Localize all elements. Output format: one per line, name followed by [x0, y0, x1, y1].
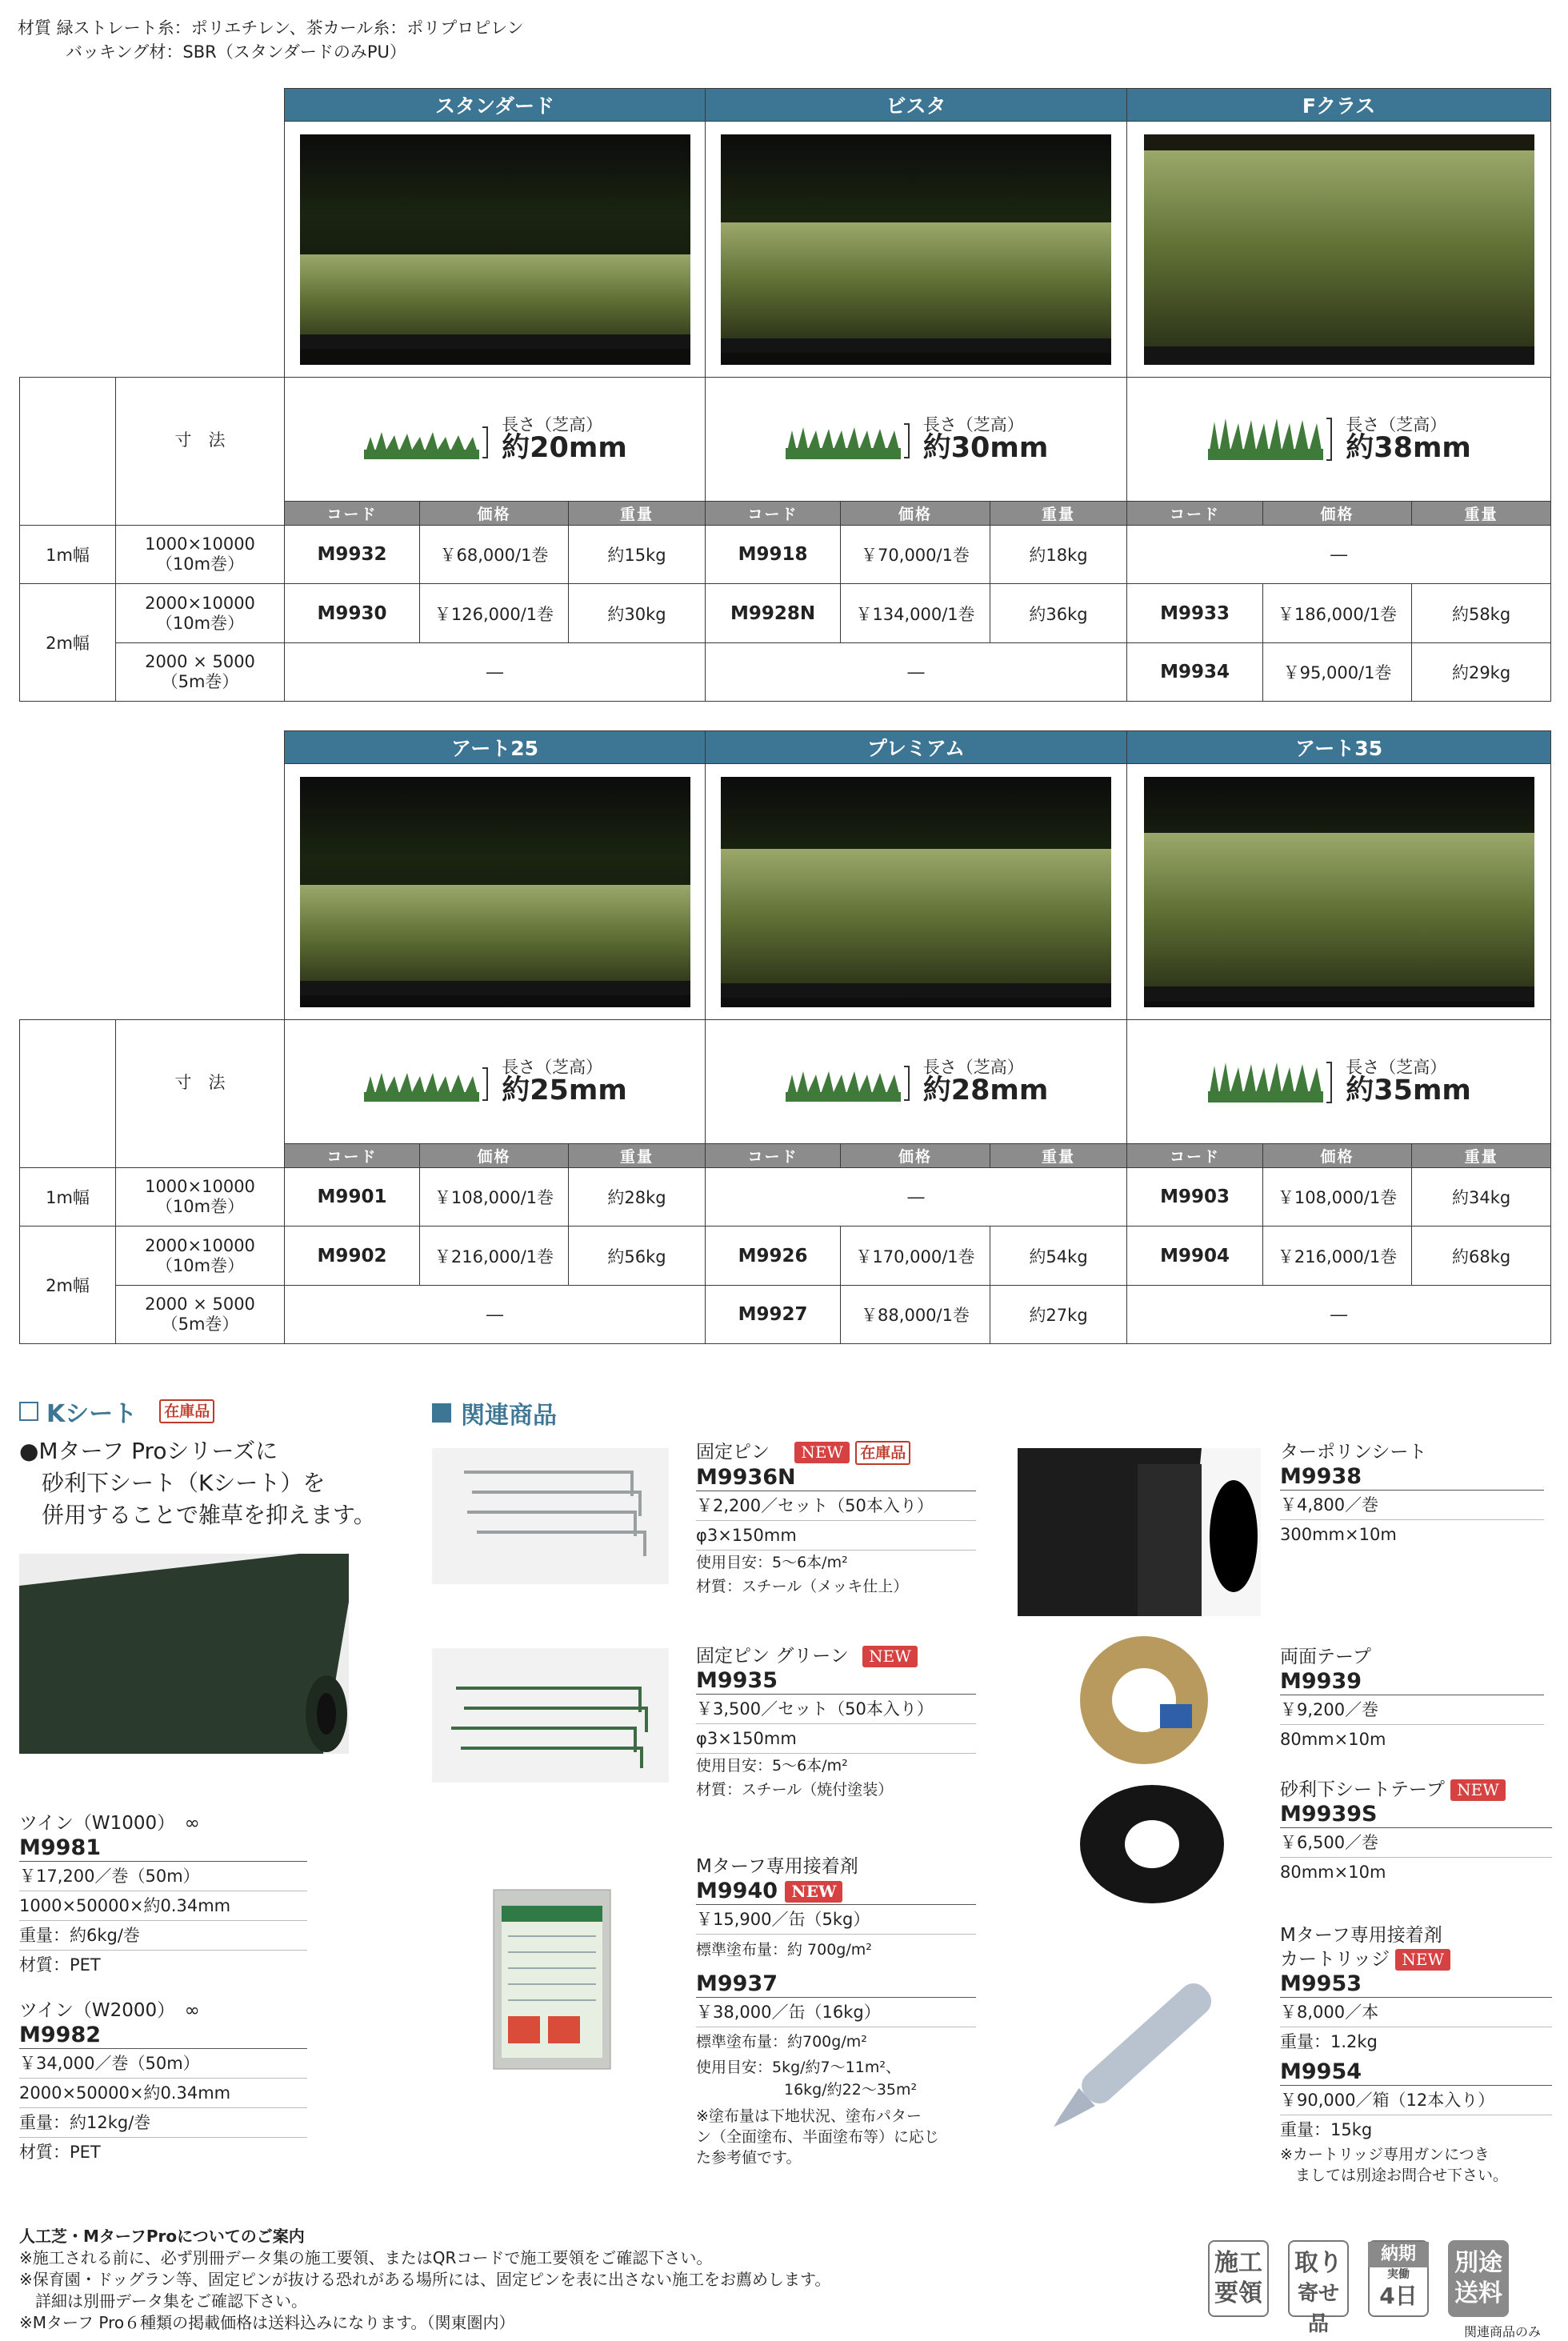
gravel-tape-image [1072, 1780, 1232, 1908]
item-name: ターポリンシート [1280, 1442, 1427, 1463]
pin1-item [696, 1440, 976, 1599]
construction-guide-icon [1208, 2240, 1269, 2317]
col-code: コード [706, 1144, 841, 1168]
weight-cell: 約34kg [1412, 1168, 1551, 1227]
size-cell [116, 584, 285, 643]
code-cell: M9930 [285, 584, 420, 643]
grass-height: 約28mm [922, 1074, 1049, 1106]
item-weight: 重量：約6kg/巻 [19, 1921, 307, 1951]
size-cell [116, 643, 285, 702]
unavailable-cell: ― [706, 1168, 1127, 1227]
square-filled-icon [432, 1403, 451, 1423]
col-price: 価格 [841, 502, 990, 526]
dimension-label: 寸 法 [116, 378, 285, 502]
grass-height: 約20mm [502, 431, 627, 464]
item-price: ￥17,200／巻（50m） [19, 1862, 307, 1891]
ksheet-roll-image [19, 1554, 349, 1754]
price-cell: ￥126,000/1巻 [420, 584, 569, 643]
cartridge-note: ましては別途お問合せ下さい。 [1280, 2167, 1509, 2184]
tarp-item [1280, 1440, 1544, 1549]
dimension-cell [706, 1020, 1127, 1144]
square-outline-icon [19, 1402, 38, 1421]
ksheet-item-1 [19, 1811, 307, 1979]
size-sub: （10m巻） [155, 554, 245, 574]
item-price: ￥90,000／箱（12本入り） [1280, 2086, 1552, 2115]
weight-cell: 約58kg [1412, 584, 1551, 643]
size-main: 2000×10000 [145, 1235, 255, 1255]
dimension-cell [1127, 1020, 1551, 1144]
note: ※施工される前に、必ず別冊データ集の施工要領、またはQRコードで施工要領をご確認下さい。 [19, 2248, 713, 2267]
table-row [20, 584, 1551, 643]
code-cell: M9932 [285, 526, 420, 584]
price-cell: ￥216,000/1巻 [1263, 1227, 1412, 1286]
product-photo [1127, 764, 1551, 1020]
grass-height: 約35mm [1346, 1074, 1471, 1106]
unavailable-cell: ― [706, 643, 1127, 702]
width-label: 2m幅 [20, 584, 116, 702]
grass-height-icon [1206, 1059, 1334, 1104]
glue-note: た参考値です。 [696, 2149, 802, 2167]
length-label: 長さ（芝高） [1346, 414, 1447, 434]
size-main: 1000×10000 [145, 1177, 255, 1196]
icon-text: 納期 [1368, 2242, 1429, 2267]
item-size: 300mm×10m [1280, 1525, 1397, 1544]
item-price: ￥34,000／巻（50m） [19, 2049, 307, 2079]
item-code: M9981 [19, 1835, 307, 1862]
turf-image [721, 134, 1111, 365]
spec-table-2 [19, 730, 1551, 1344]
spec-table-1 [19, 88, 1551, 702]
ksheet-title: Kシート [46, 1400, 138, 1428]
grass-height: 約25mm [502, 1074, 627, 1106]
order-item-icon [1288, 2240, 1349, 2336]
code-cell: M9904 [1127, 1227, 1263, 1286]
col-price: 価格 [420, 502, 569, 526]
item-code: M9937 [696, 1971, 976, 1998]
icon-text: 送料 [1454, 2279, 1502, 2307]
item-price: ￥6,500／巻 [1280, 1828, 1552, 1858]
turf-image [300, 134, 690, 365]
material-line-1: 材質 緑ストレート糸：ポリエチレン、茶カール糸：ポリプロピレン [18, 18, 524, 38]
weight-cell: 約56kg [569, 1227, 706, 1286]
note: ※保育園・ドッグラン等、固定ピンが抜ける恐れがある場所には、固定ピンを表に出さない施工をお薦めします。 [19, 2270, 831, 2289]
size-main: 2000 × 5000 [145, 1295, 255, 1314]
grass-height: 約30mm [922, 431, 1049, 464]
item-price: ￥2,200／セット（50本入り） [696, 1491, 976, 1521]
infinity-icon: ∞ [184, 2000, 200, 2021]
item-size: φ3×150mm [696, 1521, 976, 1551]
item-material: 材質：PET [19, 2143, 101, 2162]
price-cell: ￥186,000/1巻 [1263, 584, 1412, 643]
unavailable-cell: ― [285, 1286, 706, 1344]
code-cell: M9918 [706, 526, 841, 584]
icon-text: 施工 [1214, 2249, 1262, 2277]
price-cell: ￥95,000/1巻 [1263, 643, 1412, 702]
item-price: ￥4,800／巻 [1280, 1491, 1544, 1520]
icon-text: 実働 [1387, 2268, 1410, 2281]
pin2-item [696, 1644, 976, 1802]
weight-cell: 約18kg [990, 526, 1127, 584]
icons-caption: 関連商品のみ [1464, 2324, 1542, 2339]
item-price: ￥9,200／巻 [1280, 1695, 1544, 1725]
notes [19, 2226, 830, 2334]
price-cell: ￥170,000/1巻 [841, 1227, 990, 1286]
item-code: M9940 [696, 1879, 778, 1903]
price-cell: ￥134,000/1巻 [841, 584, 990, 643]
new-badge: NEW [862, 1646, 918, 1667]
weight-cell: 約27kg [990, 1286, 1127, 1344]
table-row [20, 1168, 1551, 1227]
stock-badge: 在庫品 [855, 1441, 910, 1465]
grass-height-icon [784, 419, 912, 459]
col-weight: 重量 [990, 502, 1127, 526]
item-weight: 重量：1.2kg [1280, 2032, 1378, 2051]
item-size: 80mm×10m [1280, 1863, 1386, 1882]
dimension-cell [706, 378, 1127, 502]
material-line-2: バッキング材：SBR（スタンダードのみPU） [66, 42, 406, 62]
product-photo [285, 122, 706, 378]
item-name: 固定ピン グリーン [696, 1646, 849, 1667]
material-info [18, 16, 524, 64]
code-cell: M9901 [285, 1168, 420, 1227]
item-price: ￥8,000／本 [1280, 1998, 1552, 2027]
weight-cell: 約36kg [990, 584, 1127, 643]
icon-text: 取り [1294, 2249, 1342, 2277]
tape-item [1280, 1645, 1544, 1754]
double-tape-image [1072, 1632, 1216, 1768]
col-code: コード [1127, 1144, 1263, 1168]
size-cell [116, 1168, 285, 1227]
table-row [20, 1227, 1551, 1286]
price-cell: ￥108,000/1巻 [1263, 1168, 1412, 1227]
col-price: 価格 [1263, 502, 1412, 526]
item-size: 80mm×10m [1280, 1730, 1386, 1749]
icon-text: 要領 [1214, 2279, 1262, 2307]
weight-cell: 約54kg [990, 1227, 1127, 1286]
product-photo [285, 764, 706, 1020]
size-cell [116, 526, 285, 584]
ksheet-desc-3: 併用することで雑草を抑えます。 [42, 1502, 376, 1528]
item-size: 2000×50000×約0.34mm [19, 2079, 307, 2108]
turf-image [300, 777, 690, 1007]
green-pin-image [432, 1648, 669, 1783]
ksheet-desc-1: ●Mターフ Proシリーズに [19, 1438, 278, 1464]
item-code: M9982 [19, 2023, 307, 2049]
dimension-label: 寸 法 [116, 1020, 285, 1144]
col-code: コード [285, 1144, 420, 1168]
product-photo [706, 122, 1127, 378]
grass-height-icon [1206, 417, 1334, 462]
price-cell: ￥216,000/1巻 [420, 1227, 569, 1286]
weight-cell: 約29kg [1412, 643, 1551, 702]
item-weight: 重量：約12kg/巻 [19, 2108, 307, 2138]
product-photo [706, 764, 1127, 1020]
item-code: M9939S [1280, 1802, 1552, 1828]
table-row [20, 526, 1551, 584]
infinity-icon: ∞ [184, 1813, 200, 1834]
glue-note: ※塗布量は下地状況、塗布パター [696, 2107, 922, 2125]
item-usage: 16kg/約22～35m² [784, 2081, 918, 2099]
dimension-cell [285, 1020, 706, 1144]
related-title-text: 関連商品 [461, 1402, 557, 1430]
turf-image [1144, 134, 1534, 365]
item-name: Mターフ専用接着剤 [1280, 1925, 1442, 1946]
length-label: 長さ（芝高） [502, 414, 603, 434]
product-name: ビスタ [706, 89, 1127, 122]
price-cell: ￥70,000/1巻 [841, 526, 990, 584]
delivery-days-icon [1368, 2240, 1429, 2317]
col-code: コード [1127, 502, 1263, 526]
weight-cell: 約30kg [569, 584, 706, 643]
size-sub: （10m巻） [155, 1197, 245, 1216]
new-badge: NEW [1395, 1949, 1450, 1971]
width-label: 2m幅 [20, 1227, 116, 1344]
item-code: M9935 [696, 1668, 976, 1695]
product-name: Fクラス [1127, 89, 1551, 122]
item-name: ツイン（W1000） [19, 1813, 166, 1834]
item-usage: 使用目安：5～6本/m² [696, 1757, 848, 1775]
product-photo [1127, 122, 1551, 378]
turf-image [1144, 777, 1534, 1007]
item-weight: 重量：15kg [1280, 2120, 1373, 2139]
col-weight: 重量 [990, 1144, 1127, 1168]
col-weight: 重量 [1412, 502, 1551, 526]
item-price: ￥38,000／缶（16kg） [696, 1998, 976, 2027]
code-cell: M9928N [706, 584, 841, 643]
item-name: 砂利下シートテープ [1280, 1779, 1445, 1800]
weight-cell: 約68kg [1412, 1227, 1551, 1286]
col-weight: 重量 [569, 1144, 706, 1168]
notes-heading: 人工芝・MターフProについてのご案内 [19, 2227, 305, 2246]
length-label: 長さ（芝高） [502, 1057, 603, 1077]
table-row [20, 643, 1551, 702]
grass-height: 約38mm [1346, 431, 1471, 464]
new-badge: NEW [785, 1881, 842, 1903]
item-name: 固定ピン [696, 1442, 770, 1463]
tarpaulin-image [1018, 1448, 1261, 1616]
col-weight: 重量 [569, 502, 706, 526]
shipping-fee-icon [1448, 2240, 1509, 2317]
turf-image [721, 777, 1111, 1007]
product-name: プレミアム [706, 731, 1127, 764]
code-cell: M9926 [706, 1227, 841, 1286]
item-code: M9939 [1280, 1669, 1544, 1695]
ksheet-item-2 [19, 1999, 307, 2167]
size-main: 2000×10000 [145, 593, 255, 613]
code-cell: M9902 [285, 1227, 420, 1286]
code-cell: M9903 [1127, 1168, 1263, 1227]
adhesive-can-image [484, 1880, 620, 2072]
unavailable-cell: ― [1127, 1286, 1551, 1344]
col-weight: 重量 [1412, 1144, 1551, 1168]
length-label: 長さ（芝高） [922, 414, 1024, 434]
size-sub: （10m巻） [155, 613, 245, 633]
item-name: Mターフ専用接着剤 [696, 1856, 858, 1877]
weight-cell: 約28kg [569, 1168, 706, 1227]
gravel-tape-item [1280, 1778, 1552, 1887]
item-code: M9953 [1280, 1971, 1552, 1998]
pin-image [432, 1448, 669, 1584]
icon-text: 4日 [1379, 2283, 1418, 2309]
col-code: コード [285, 502, 420, 526]
new-badge: NEW [794, 1442, 850, 1463]
item-size: 1000×50000×約0.34mm [19, 1891, 307, 1921]
table-row [20, 1286, 1551, 1344]
item-material: 材質：スチール（焼付塗装） [696, 1781, 894, 1799]
item-amount: 標準塗布量：約 700g/m² [696, 1941, 872, 1959]
item-material: 材質：スチール（メッキ仕上） [696, 1577, 909, 1595]
width-label: 1m幅 [20, 526, 116, 584]
new-badge: NEW [1450, 1779, 1506, 1801]
length-label: 長さ（芝高） [1346, 1057, 1447, 1077]
icon-text: 別途 [1454, 2249, 1502, 2277]
ksheet-desc-2: 砂利下シート（Kシート）を [42, 1470, 326, 1496]
price-cell: ￥88,000/1巻 [841, 1286, 990, 1344]
item-name: ツイン（W2000） [19, 2000, 166, 2021]
ksheet-section [19, 1394, 411, 1754]
code-cell: M9927 [706, 1286, 841, 1344]
item-name: 両面テープ [1280, 1647, 1371, 1667]
col-price: 価格 [841, 1144, 990, 1168]
cartridge-image [1020, 1968, 1260, 2128]
code-cell: M9933 [1127, 584, 1263, 643]
stock-badge: 在庫品 [159, 1399, 214, 1423]
note: ※Mターフ Pro６種類の掲載価格は送料込みになります。（関東圏内） [19, 2313, 515, 2332]
item-code: M9938 [1280, 1464, 1544, 1491]
length-label: 長さ（芝高） [922, 1057, 1024, 1077]
item-usage: 使用目安：5～6本/m² [696, 1553, 848, 1571]
size-cell [116, 1227, 285, 1286]
dimension-cell [1127, 378, 1551, 502]
item-size: φ3×150mm [696, 1724, 976, 1754]
grass-height-icon [362, 1062, 490, 1102]
item-name: カートリッジ [1280, 1949, 1390, 1970]
size-main: 1000×10000 [145, 534, 255, 554]
size-sub: （5m巻） [161, 672, 239, 691]
product-name: アート25 [285, 731, 706, 764]
glue-note: ン（全面塗布、半面塗布等）に応じ [696, 2128, 940, 2146]
code-cell: M9934 [1127, 643, 1263, 702]
col-price: 価格 [1263, 1144, 1412, 1168]
note: 詳細は別冊データ集をご確認下さい。 [19, 2291, 307, 2311]
size-cell [116, 1286, 285, 1344]
grass-height-icon [784, 1062, 912, 1102]
item-material: 材質：PET [19, 1955, 101, 1975]
item-price: ￥3,500／セット（50本入り） [696, 1695, 976, 1724]
col-price: 価格 [420, 1144, 569, 1168]
width-label: 1m幅 [20, 1168, 116, 1227]
size-sub: （10m巻） [155, 1255, 245, 1275]
unavailable-cell: ― [1127, 526, 1551, 584]
unavailable-cell: ― [285, 643, 706, 702]
product-name: スタンダード [285, 89, 706, 122]
item-usage: 使用目安：5kg/約7～11m²、 [696, 2059, 901, 2076]
price-cell: ￥68,000/1巻 [420, 526, 569, 584]
icon-text: 寄せ品 [1297, 2282, 1339, 2336]
size-main: 2000 × 5000 [145, 652, 255, 671]
cartridge-item [1280, 1923, 1552, 2186]
weight-cell: 約15kg [569, 526, 706, 584]
product-name: アート35 [1127, 731, 1551, 764]
glue-item [696, 1855, 976, 2168]
size-sub: （5m巻） [161, 1315, 239, 1334]
related-title [432, 1395, 557, 1431]
cartridge-note: ※カートリッジ専用ガンにつき [1280, 2146, 1490, 2163]
item-code: M9954 [1280, 2059, 1552, 2086]
grass-height-icon [362, 419, 490, 459]
item-amount: 標準塗布量：約700g/m² [696, 2033, 867, 2051]
col-code: コード [706, 502, 841, 526]
item-code: M9936N [696, 1465, 976, 1491]
item-price: ￥15,900／缶（5kg） [696, 1905, 976, 1935]
price-cell: ￥108,000/1巻 [420, 1168, 569, 1227]
dimension-cell [285, 378, 706, 502]
